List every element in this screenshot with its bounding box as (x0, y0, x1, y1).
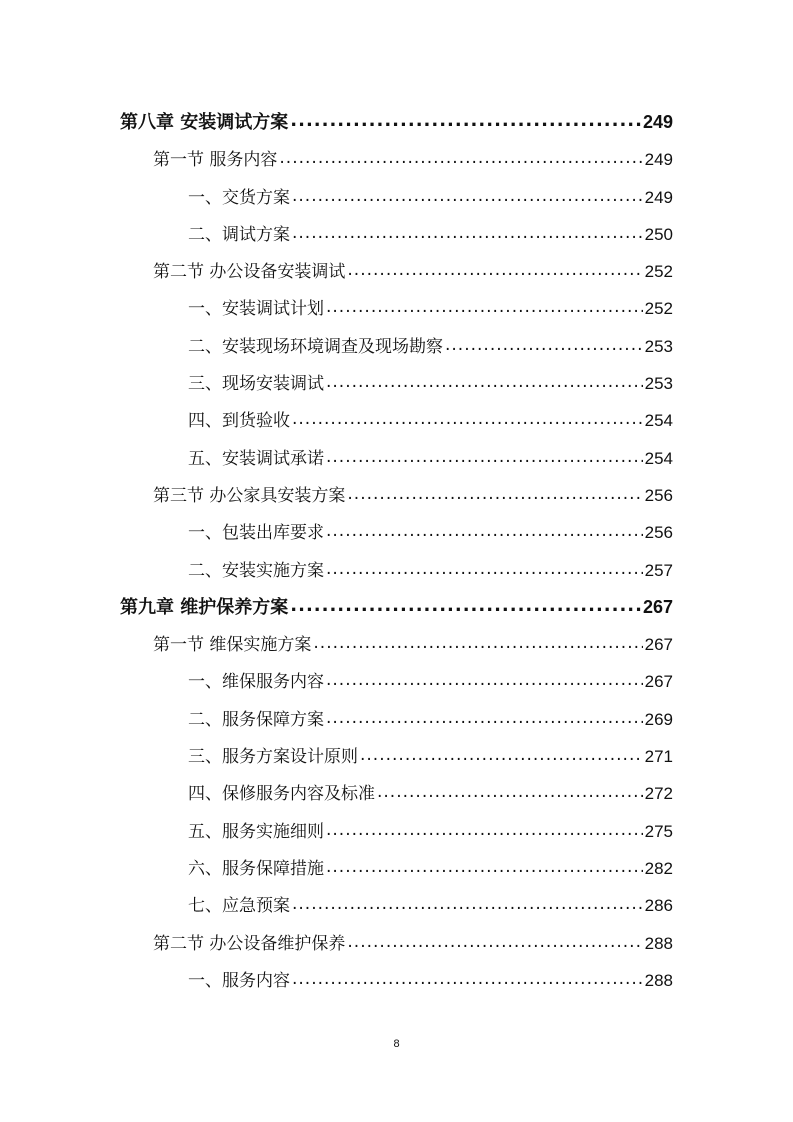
toc-entry-title: 四、到货验收 (188, 411, 290, 432)
toc-dot-leader (347, 252, 642, 289)
toc-entry-page: 269 (644, 709, 673, 729)
toc-dot-leader (326, 849, 643, 886)
toc-chapter-entry[interactable] (120, 104, 673, 141)
toc-subsection-entry[interactable] (120, 552, 673, 589)
toc-entry-title: 四、保修服务内容及标准 (188, 784, 375, 805)
toc-entry-title: 一、维保服务内容 (188, 672, 324, 693)
toc-section-entry[interactable] (120, 477, 673, 514)
toc-entry-title: 一、包装出库要求 (188, 523, 324, 544)
toc-entry-page: 252 (644, 262, 673, 282)
toc-dot-leader (326, 439, 643, 476)
toc-dot-leader (326, 289, 643, 326)
toc-entry-title: 六、服务保障措施 (188, 858, 324, 879)
toc-entry-title: 五、服务实施细则 (188, 821, 324, 842)
toc-dot-leader (326, 364, 643, 401)
toc-entry-page: 250 (644, 224, 673, 244)
toc-entry-page: 249 (644, 150, 673, 170)
toc-entry-page: 282 (644, 858, 673, 878)
toc-subsection-entry[interactable] (120, 813, 673, 850)
toc-entry-page: 257 (644, 560, 673, 580)
toc-section-entry[interactable] (120, 925, 673, 962)
toc-dot-leader (377, 774, 643, 811)
toc-subsection-entry[interactable] (120, 365, 673, 402)
toc-entry-title: 第九章 维护保养方案 (120, 596, 289, 618)
toc-entry-page: 288 (644, 933, 673, 953)
toc-dot-leader (292, 886, 643, 923)
toc-entry-title: 二、安装实施方案 (188, 560, 324, 581)
toc-subsection-entry[interactable] (120, 850, 673, 887)
toc-dot-leader (292, 178, 643, 215)
toc-entry-title: 第二节 办公设备安装调试 (153, 262, 346, 283)
toc-entry-title: 第一节 维保实施方案 (153, 635, 312, 656)
toc-subsection-entry[interactable] (120, 216, 673, 253)
toc-entry-page: 256 (644, 523, 673, 543)
toc-dot-leader (326, 812, 643, 849)
page-number: 8 (393, 1038, 400, 1050)
toc-entry-page: 288 (644, 970, 673, 990)
table-of-contents (120, 104, 673, 999)
toc-dot-leader (292, 215, 643, 252)
toc-entry-title: 第二节 办公设备维护保养 (153, 933, 346, 954)
toc-entry-page: 271 (644, 747, 673, 767)
toc-entry-page: 254 (644, 411, 673, 431)
toc-entry-page: 275 (644, 821, 673, 841)
toc-dot-leader (292, 401, 643, 438)
toc-section-entry[interactable] (120, 626, 673, 663)
toc-section-entry[interactable] (120, 141, 673, 178)
toc-entry-page: 252 (644, 299, 673, 319)
toc-entry-page: 286 (644, 896, 673, 916)
toc-entry-title: 第八章 安装调试方案 (120, 112, 289, 133)
toc-entry-page: 249 (642, 112, 673, 132)
toc-dot-leader (326, 551, 643, 588)
toc-dot-leader (360, 737, 643, 774)
toc-entry-title: 一、服务内容 (188, 970, 290, 991)
toc-dot-leader (326, 513, 643, 550)
toc-dot-leader (279, 140, 642, 177)
toc-section-entry[interactable] (120, 253, 673, 290)
toc-dot-leader (326, 662, 643, 699)
toc-dot-leader (313, 625, 642, 662)
toc-subsection-entry[interactable] (120, 402, 673, 439)
toc-subsection-entry[interactable] (120, 328, 673, 365)
toc-entry-page: 253 (644, 336, 673, 356)
toc-subsection-entry[interactable] (120, 887, 673, 924)
toc-entry-title: 第一节 服务内容 (153, 150, 278, 171)
toc-entry-title: 七、应急预案 (188, 896, 290, 917)
toc-entry-page: 249 (644, 187, 673, 207)
toc-dot-leader (347, 924, 642, 961)
toc-entry-page: 267 (644, 635, 673, 655)
toc-entry-page: 267 (644, 672, 673, 692)
toc-dot-leader (445, 327, 643, 364)
toc-entry-title: 五、安装调试承诺 (188, 448, 324, 469)
toc-subsection-entry[interactable] (120, 514, 673, 551)
toc-entry-title: 一、交货方案 (188, 187, 290, 208)
toc-entry-title: 第三节 办公家具安装方案 (153, 485, 346, 506)
toc-subsection-entry[interactable] (120, 775, 673, 812)
toc-subsection-entry[interactable] (120, 179, 673, 216)
toc-entry-title: 三、现场安装调试 (188, 374, 324, 395)
toc-entry-title: 三、服务方案设计原则 (188, 747, 358, 768)
toc-entry-title: 二、调试方案 (188, 224, 290, 245)
toc-subsection-entry[interactable] (120, 701, 673, 738)
toc-entry-page: 272 (644, 784, 673, 804)
toc-subsection-entry[interactable] (120, 962, 673, 999)
toc-dot-leader (347, 476, 642, 513)
toc-dot-leader (290, 587, 641, 624)
toc-entry-title: 二、安装现场环境调查及现场勘察 (188, 336, 443, 357)
toc-entry-title: 一、安装调试计划 (188, 299, 324, 320)
toc-dot-leader (326, 700, 643, 737)
toc-subsection-entry[interactable] (120, 738, 673, 775)
toc-entry-title: 二、服务保障方案 (188, 709, 324, 730)
toc-entry-page: 254 (644, 448, 673, 468)
toc-chapter-entry[interactable] (120, 589, 673, 626)
toc-dot-leader (290, 102, 641, 139)
toc-subsection-entry[interactable] (120, 290, 673, 327)
toc-entry-page: 256 (644, 485, 673, 505)
toc-entry-page: 267 (642, 596, 673, 617)
toc-dot-leader (292, 961, 643, 998)
toc-entry-page: 253 (644, 374, 673, 394)
toc-subsection-entry[interactable] (120, 663, 673, 700)
toc-subsection-entry[interactable] (120, 440, 673, 477)
